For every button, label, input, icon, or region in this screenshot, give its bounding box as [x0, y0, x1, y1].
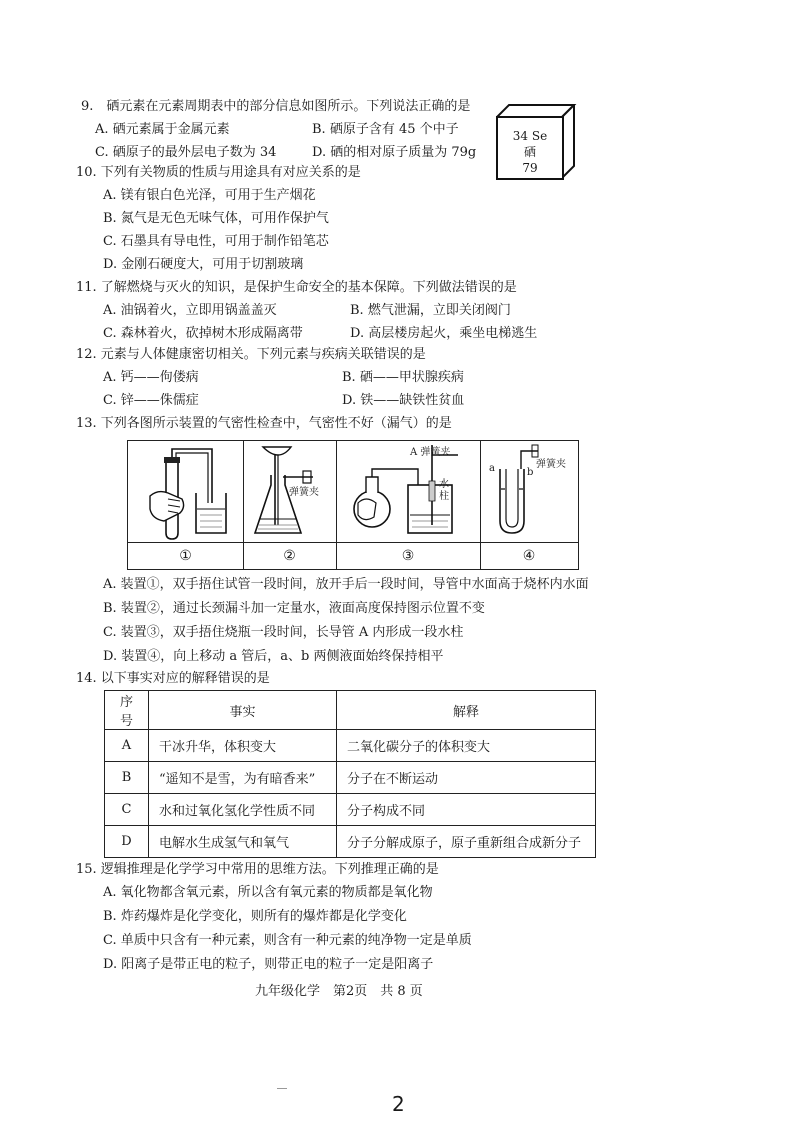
row-fact: 电解水生成氢气和氧气: [149, 826, 337, 858]
table-row: [105, 762, 596, 794]
clip-label-4: 弹簧夹: [536, 459, 566, 470]
apparatus-num-4: ④: [480, 542, 578, 569]
q11-stem: 11. 了解燃烧与灭火的知识，是保护生命安全的基本保障。下列做法错误的是: [76, 280, 517, 295]
q13-stem: 13. 下列各图所示装置的气密性检查中，气密性不好（漏气）的是: [76, 416, 452, 431]
q15-option-a: A. 氧化物都含氧元素，所以含有氧元素的物质都是氧化物: [103, 885, 433, 900]
apparatus-num-3: ③: [336, 542, 480, 569]
header-explanation: 解释: [337, 691, 596, 730]
row-explanation: 分子构成不同: [337, 794, 596, 826]
q12-option-a: A. 钙——佝偻病: [103, 370, 199, 385]
apparatus-figure: [127, 440, 579, 570]
clip-label-2: 弹簧夹: [289, 487, 319, 498]
q9-option-d: D. 硒的相对原子质量为 79g: [312, 145, 477, 160]
q11-option-c: C. 森林着火，砍掉树木形成隔离带: [103, 326, 303, 341]
column-label: 柱: [439, 491, 449, 502]
q10-stem: 10. 下列有关物质的性质与用途具有对应关系的是: [76, 165, 361, 180]
page-footer: 九年级化学 第2页 共 8 页: [255, 984, 423, 999]
apparatus-2: [243, 441, 337, 569]
flask-bottle-drawing: [336, 441, 480, 543]
header-fact: 事实: [149, 691, 337, 730]
row-index: C: [105, 794, 149, 826]
tile-name: 硒: [523, 145, 536, 159]
tile-front: [496, 116, 564, 180]
table-row: [105, 730, 596, 762]
q15-option-d: D. 阳离子是带正电的粒子，则带正电的粒子一定是阳离子: [103, 957, 434, 972]
row-index: D: [105, 826, 149, 858]
q13-option-d: D. 装置④，向上移动 a 管后，a、b 两侧液面始终保持相平: [103, 649, 444, 664]
q9-option-a: A. 硒元素属于金属元素: [95, 122, 230, 137]
q15-option-c: C. 单质中只含有一种元素，则含有一种元素的纯净物一定是单质: [103, 933, 472, 948]
selenium-element-tile: [496, 104, 578, 180]
apparatus-num-2: ②: [243, 542, 336, 569]
row-fact: 干冰升华，体积变大: [149, 730, 337, 762]
q13-option-a: A. 装置①，双手捂住试管一段时间，放开手后一段时间，导管中水面高于烧杯内水面: [103, 577, 589, 592]
q13-option-b: B. 装置②，通过长颈漏斗加一定量水，液面高度保持图示位置不变: [103, 601, 485, 616]
tile-number-symbol: 34 Se: [512, 129, 548, 143]
page-number: 2: [392, 1092, 405, 1116]
row-fact: “遥知不是雪，为有暗香来”: [149, 762, 337, 794]
apparatus-num-1: ①: [128, 542, 243, 569]
row-explanation: 分子在不断运动: [337, 762, 596, 794]
q15-stem: 15. 逻辑推理是化学学习中常用的思维方法。下列推理正确的是: [76, 862, 439, 877]
q10-option-c: C. 石墨具有导电性，可用于制作铅笔芯: [103, 234, 329, 249]
row-index: A: [105, 730, 149, 762]
apparatus-3: [336, 441, 481, 569]
table-row: [105, 794, 596, 826]
q12-option-d: D. 铁——缺铁性贫血: [342, 393, 465, 408]
q9-stem: 9. 硒元素在元素周期表中的部分信息如图所示。下列说法正确的是: [81, 99, 471, 114]
scan-mark: [277, 1088, 287, 1089]
header-index: 序号: [105, 691, 149, 730]
q12-option-c: C. 锌——侏儒症: [103, 393, 199, 408]
q11-option-b: B. 燃气泄漏，立即关闭阀门: [350, 303, 511, 318]
table-header-row: [105, 691, 596, 730]
a-clip-label: A 弹簧夹: [410, 447, 451, 458]
tube-a-label: a: [489, 463, 495, 474]
q12-option-b: B. 硒——甲状腺疾病: [342, 370, 464, 385]
q9-option-b: B. 硒原子含有 45 个中子: [312, 122, 459, 137]
q10-option-a: A. 镁有银白色光泽，可用于生产烟花: [103, 188, 316, 203]
test-tube-hand-drawing: [128, 441, 243, 543]
water-label: 水: [439, 479, 449, 490]
row-fact: 水和过氧化氢化学性质不同: [149, 794, 337, 826]
row-explanation: 二氧化碳分子的体积变大: [337, 730, 596, 762]
q11-option-d: D. 高层楼房起火，乘坐电梯逃生: [350, 326, 538, 341]
q9-option-c: C. 硒原子的最外层电子数为 34: [95, 145, 277, 160]
row-index: B: [105, 762, 149, 794]
apparatus-4: [480, 441, 578, 569]
row-explanation: 分子分解成原子，原子重新组合成新分子: [337, 826, 596, 858]
tube-b-label: b: [527, 467, 534, 478]
q11-option-a: A. 油锅着火，立即用锅盖盖灭: [103, 303, 277, 318]
q15-option-b: B. 炸药爆炸是化学变化，则所有的爆炸都是化学变化: [103, 909, 407, 924]
q14-table: [104, 690, 596, 858]
q12-stem: 12. 元素与人体健康密切相关。下列元素与疾病关联错误的是: [76, 347, 426, 362]
q13-option-c: C. 装置③，双手捂住烧瓶一段时间，长导管 A 内形成一段水柱: [103, 625, 464, 640]
q14-stem: 14. 以下事实对应的解释错误的是: [76, 671, 270, 686]
q10-option-b: B. 氮气是无色无味气体，可用作保护气: [103, 211, 329, 226]
q10-option-d: D. 金刚石硬度大，可用于切割玻璃: [103, 257, 304, 272]
apparatus-1: [128, 441, 244, 569]
table-row: [105, 826, 596, 858]
tile-mass: 79: [522, 161, 538, 175]
